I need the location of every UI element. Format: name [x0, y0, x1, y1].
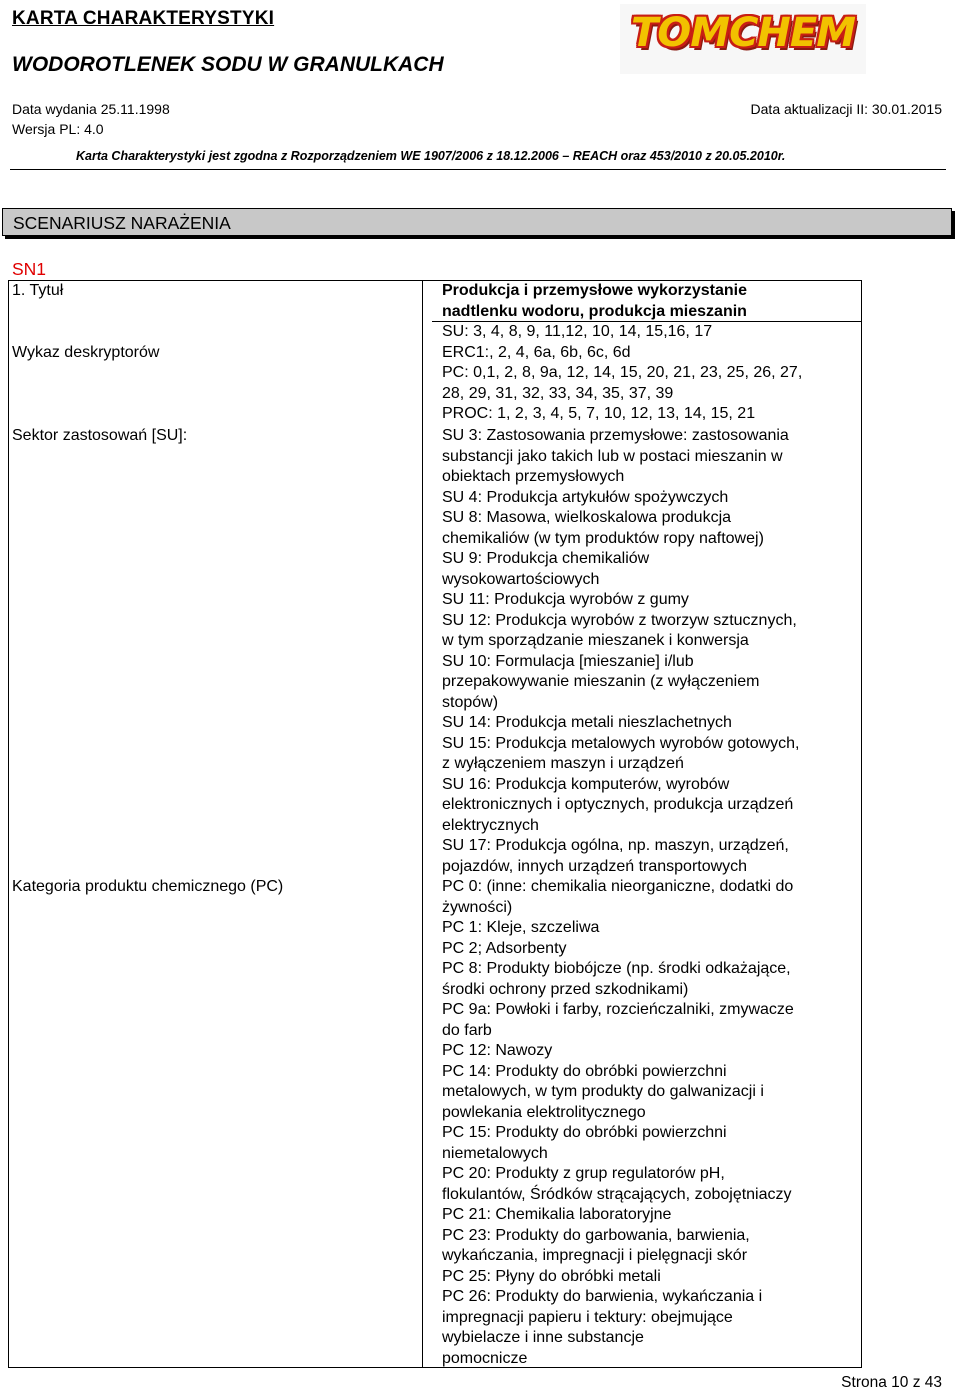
text-line: żywności): [442, 898, 513, 916]
title-label: 1. Tytuł: [12, 282, 64, 299]
text-line: substancji jako takich lub w postaci mieszanin w: [442, 447, 783, 465]
text-line: powlekania elektrolitycznego: [442, 1103, 646, 1121]
su-label: Sektor zastosowań [SU]:: [12, 427, 188, 444]
text-line: stopów): [442, 693, 499, 711]
text-line: 28, 29, 31, 32, 33, 34, 35, 37, 39: [442, 384, 674, 402]
document-title: KARTA CHARAKTERYSTYKI: [12, 8, 275, 29]
text-line: SU 9: Produkcja chemikaliów: [442, 550, 650, 567]
text-line: środki ochrony przed szkodnikami): [442, 980, 689, 998]
text-line: PC 0: (inne: chemikalia nieorganiczne, dodatki do: [442, 878, 794, 895]
text-line: pomocnicze: [442, 1349, 528, 1367]
header-divider: [10, 169, 946, 170]
page-number: Strona 10 z 43: [841, 1374, 942, 1391]
pc-value: [442, 877, 854, 1369]
text-line: SU 11: Produkcja wyrobów z gumy: [442, 591, 689, 608]
scenario-code: SN1: [12, 259, 47, 279]
logo-text: TOMCHEM: [630, 10, 856, 56]
text-line: obiektach przemysłowych: [442, 468, 625, 485]
text-line: PC 20: Produkty z grup regulatorów pH,: [442, 1165, 725, 1182]
text-line: SU 16: Produkcja komputerów, wyrobów: [442, 775, 730, 793]
update-date: Data aktualizacji II: 30.01.2015: [750, 101, 942, 117]
text-line: pojazdów, innych urządzeń transportowych: [442, 857, 748, 875]
text-line: PC 9a: Powłoki i farby, rozcieńczalniki, zmywacze: [442, 1001, 794, 1018]
text-line: wykańczania, impregnacji i pielęgnacji skór: [442, 1247, 748, 1264]
text-line: SU 8: Masowa, wielkoskalowa produkcja: [442, 509, 732, 526]
section-header: [2, 208, 952, 236]
text-line: w tym sporządzanie mieszanek i konwersja: [442, 632, 749, 649]
text-line: wybielacze i inne substancje: [442, 1329, 644, 1346]
text-line: elektronicznych i optycznych, produkcja urządzeń: [442, 796, 794, 813]
text-line: SU 14: Produkcja metali nieszlachetnych: [442, 714, 732, 731]
text-line: chemikaliów (w tym produktów ropy naftowej): [442, 529, 764, 547]
text-line: flokulantów, Śródków strącających, zobojętniaczy: [442, 1185, 792, 1203]
compliance-note: Karta Charakterystyki jest zgodna z Rozporządzeniem WE 1907/2006 z 18.12.2006 – REACH oraz 453/2010 z 20.05.2010r.: [76, 149, 786, 163]
descriptors-value: [442, 322, 854, 425]
descriptors-label: Wykaz deskryptorów: [12, 344, 160, 361]
text-line: PROC: 1, 2, 3, 4, 5, 7, 10, 12, 13, 14, 15, 21: [442, 405, 756, 422]
text-line: impregnacji papieru i tektury: obejmujące: [442, 1308, 733, 1326]
text-line: nadtlenku wodoru, produkcja mieszanin: [442, 302, 747, 320]
text-line: SU 15: Produkcja metalowych wyrobów gotowych,: [442, 734, 800, 752]
text-line: SU 4: Produkcja artykułów spożywczych: [442, 488, 729, 506]
text-line: metalowych, w tym produkty do galwanizacji i: [442, 1083, 764, 1100]
text-line: PC 25: Płyny do obróbki metali: [442, 1267, 661, 1285]
section-title: SCENARIUSZ NARAŻENIA: [13, 213, 231, 233]
text-line: SU 12: Produkcja wyrobów z tworzyw sztucznych,: [442, 611, 797, 629]
text-line: Produkcja i przemysłowe wykorzystanie: [442, 282, 748, 299]
text-line: PC: 0,1, 2, 8, 9a, 12, 14, 15, 20, 21, 23, 25, 26, 27,: [442, 364, 803, 381]
text-line: do farb: [442, 1021, 492, 1039]
text-line: przepakowywanie mieszanin (z wyłączeniem: [442, 673, 760, 690]
text-line: SU: 3, 4, 8, 9, 11,12, 10, 14, 15,16, 17: [442, 323, 713, 340]
text-line: niemetalowych: [442, 1144, 548, 1162]
text-line: SU 3: Zastosowania przemysłowe: zastosowania: [442, 427, 789, 444]
text-line: elektrycznych: [442, 816, 539, 834]
text-line: SU 17: Produkcja ogólna, np. maszyn, urządzeń,: [442, 837, 789, 854]
text-line: PC 21: Chemikalia laboratoryjne: [442, 1206, 672, 1223]
su-value: [442, 426, 854, 877]
text-line: wysokowartościowych: [442, 570, 600, 588]
text-line: z wyłączeniem maszyn i urządzeń: [442, 755, 684, 772]
text-line: PC 1: Kleje, szczeliwa: [442, 919, 600, 936]
title-value: [442, 281, 854, 322]
product-name: WODOROTLENEK SODU W GRANULKACH: [12, 53, 444, 76]
text-line: PC 12: Nawozy: [442, 1042, 553, 1059]
text-line: ERC1:, 2, 4, 6a, 6b, 6c, 6d: [442, 343, 631, 361]
text-line: PC 8: Produkty biobójcze (np. środki odkażające,: [442, 960, 791, 977]
version: Wersja PL: 4.0: [12, 121, 104, 137]
text-line: PC 2; Adsorbenty: [442, 939, 567, 957]
text-line: PC 23: Produkty do garbowania, barwienia,: [442, 1226, 750, 1244]
text-line: PC 14: Produkty do obróbki powierzchni: [442, 1062, 727, 1080]
company-logo: [620, 4, 866, 74]
text-line: PC 15: Produkty do obróbki powierzchni: [442, 1124, 727, 1141]
table-column-divider: [422, 280, 423, 1368]
text-line: PC 26: Produkty do barwienia, wykańczania i: [442, 1288, 763, 1305]
pc-label: Kategoria produktu chemicznego (PC): [12, 878, 284, 895]
issue-date: Data wydania 25.11.1998: [12, 101, 170, 117]
text-line: SU 10: Formulacja [mieszanie] i/lub: [442, 652, 694, 670]
